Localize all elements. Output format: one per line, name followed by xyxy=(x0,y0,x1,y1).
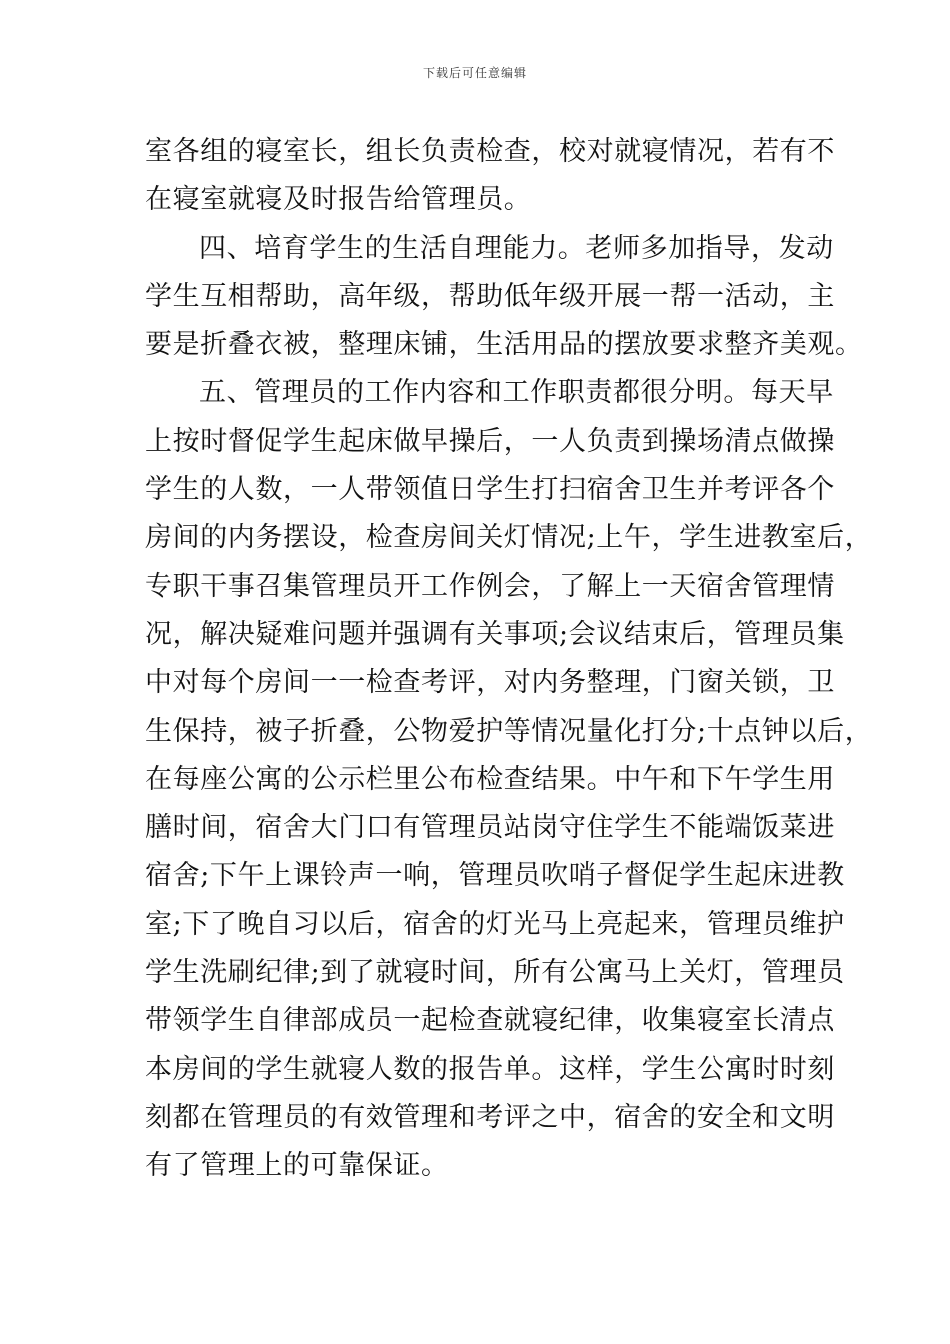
text-line: 专职干事召集管理员开工作例会，了解上一天宿舍管理情 xyxy=(145,570,835,602)
text-line: 膳时间，宿舍大门口有管理员站岗守住学生不能端饭菜进 xyxy=(145,812,835,844)
text-line: 要是折叠衣被，整理床铺，生活用品的摆放要求整齐美观。 xyxy=(145,329,863,361)
text-line: 本房间的学生就寝人数的报告单。这样，学生公寓时时刻 xyxy=(145,1053,835,1085)
download-note: 下载后可任意编辑 xyxy=(422,66,527,80)
text-line: 室;下了晚自习以后，宿舍的灯光马上亮起来，管理员维护 xyxy=(145,908,845,940)
document-body xyxy=(145,128,873,1191)
text-line: 生保持，被子折叠，公物爱护等情况量化打分;十点钟以后， xyxy=(145,715,873,747)
paragraph-section-four xyxy=(145,225,863,370)
text-line: 在每座公寓的公示栏里公布检查结果。中午和下午学生用 xyxy=(145,763,835,795)
text-line: 四、培育学生的生活自理能力。老师多加指导，发动 xyxy=(199,232,834,264)
text-line: 况，解决疑难问题并强调有关事项;会议结束后，管理员集 xyxy=(145,618,845,650)
text-line: 学生洗刷纪律;到了就寝时间，所有公寓马上关灯，管理员 xyxy=(145,957,845,989)
text-line: 在寝室就寝及时报告给管理员。 xyxy=(145,184,532,216)
text-line: 宿舍;下午上课铃声一响，管理员吹哨子督促学生起床进教 xyxy=(145,860,845,892)
paragraph-section-five xyxy=(145,369,873,1190)
text-line: 学生的人数，一人带领值日学生打扫宿舍卫生并考评各个 xyxy=(145,474,835,506)
text-line: 室各组的寝室长，组长负责检查，校对就寝情况，若有不 xyxy=(145,136,835,167)
paragraph-continuation xyxy=(145,128,835,225)
text-line: 中对每个房间一一检查考评，对内务整理，门窗关锁，卫 xyxy=(145,667,835,699)
text-line: 五、管理员的工作内容和工作职责都很分明。每天早 xyxy=(199,377,834,409)
text-line: 房间的内务摆设，检查房间关灯情况;上午，学生进教室后， xyxy=(145,522,873,554)
text-line: 学生互相帮助，高年级，帮助低年级开展一帮一活动，主 xyxy=(145,280,835,312)
text-line: 带领学生自律部成员一起检查就寝纪律，收集寝室长清点 xyxy=(145,1005,835,1037)
text-line: 上按时督促学生起床做早操后，一人负责到操场清点做操 xyxy=(145,425,835,457)
text-line: 有了管理上的可靠保证。 xyxy=(145,1150,449,1182)
text-line: 刻都在管理员的有效管理和考评之中，宿舍的安全和文明 xyxy=(145,1101,835,1133)
